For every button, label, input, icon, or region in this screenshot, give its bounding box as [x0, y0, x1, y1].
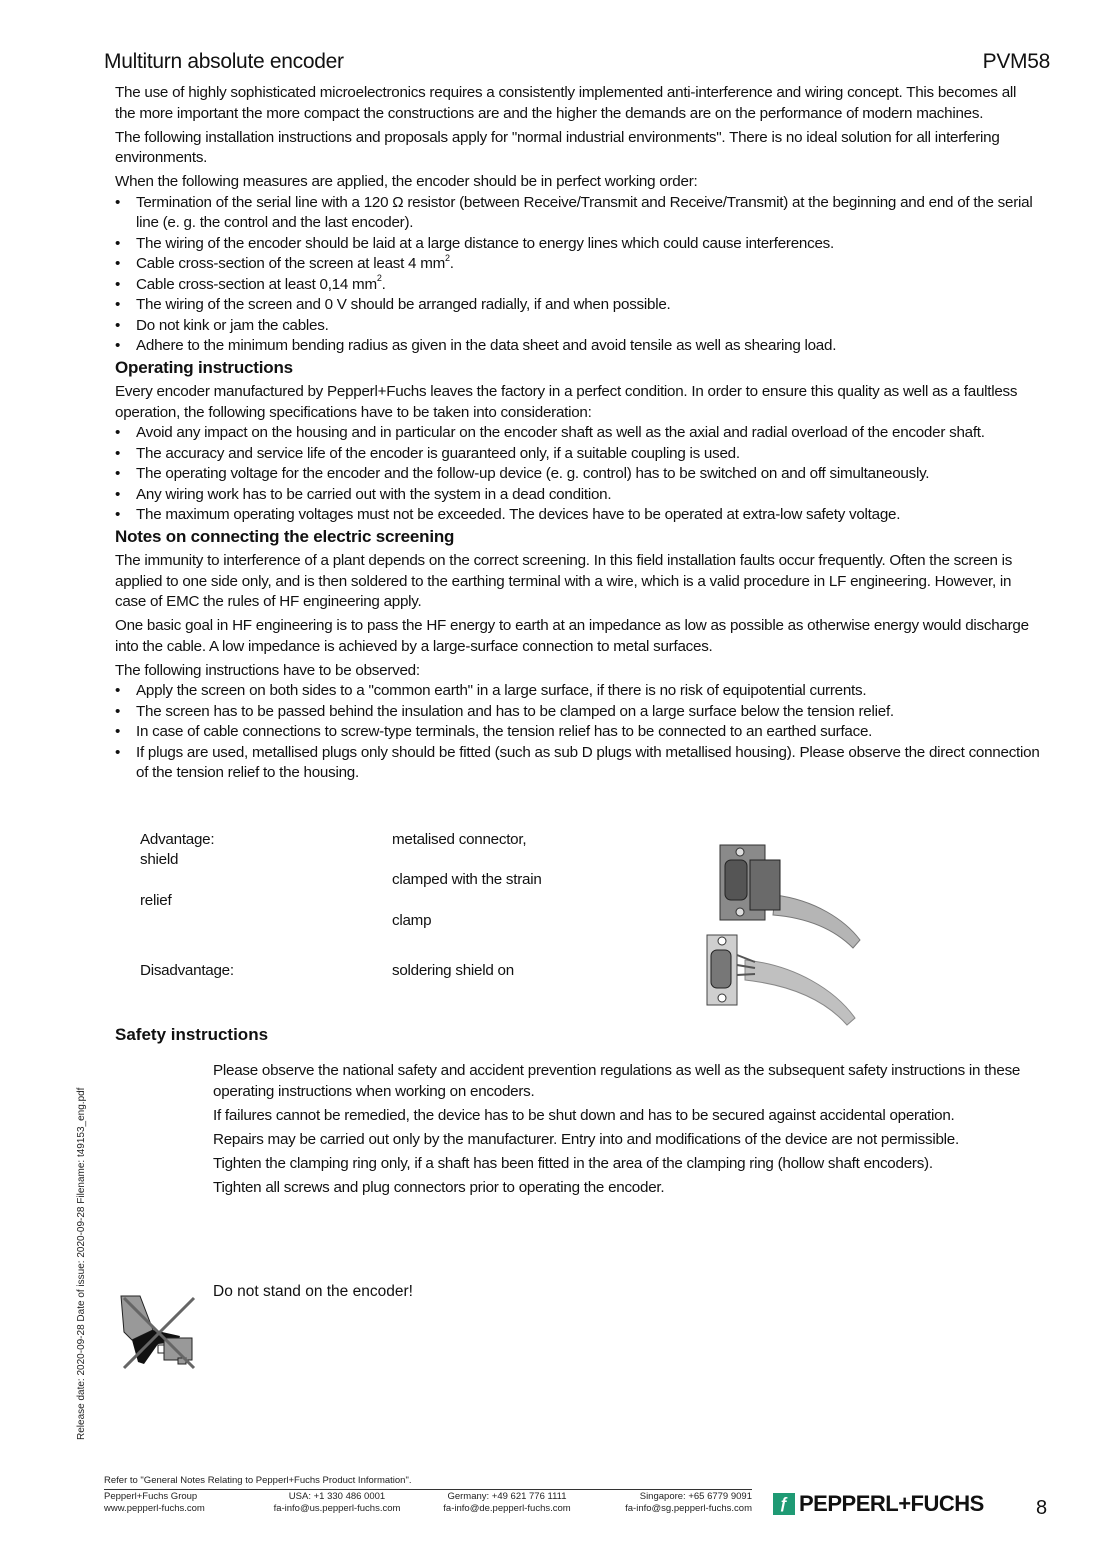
do-not-stand-warning-icon — [118, 1292, 198, 1372]
list-item-tail: . — [381, 275, 386, 293]
list-item: • The accuracy and service life of the encoder is guaranteed only, if a suitable coupling is used. — [115, 444, 1040, 465]
list-item — [115, 275, 1040, 296]
disadvantage-label: Disadvantage: — [140, 962, 234, 979]
list-item: • Avoid any impact on the housing and in particular on the encoder shaft as well as the axial and radial overload of the encoder shaft. — [115, 423, 1040, 444]
advantage-text-2: clamped with the strain — [392, 871, 542, 888]
list-item-text: Cable cross-section of the screen at least 4 mm — [136, 255, 446, 272]
section-heading-screening: Notes on connecting the electric screening — [115, 526, 455, 546]
list-item: • If plugs are used, metallised plugs only should be fitted (such as sub D plugs with metallised housing). Please observe the direct connection of the tension relief to the housing. — [115, 743, 1040, 784]
footer-website-link[interactable]: www.pepperl-fuchs.com — [104, 1503, 205, 1514]
measures-list — [115, 193, 1040, 357]
footer-singapore-email[interactable]: fa-info@sg.pepperl-fuchs.com — [625, 1503, 752, 1514]
screening-paragraph: The following instructions have to be observed: — [115, 661, 420, 679]
screening-list — [115, 681, 1040, 784]
warning-text: Do not stand on the encoder! — [213, 1283, 413, 1300]
footer-usa-phone: USA: +1 330 486 0001 — [288, 1491, 386, 1502]
footer-germany — [432, 1491, 582, 1515]
list-item — [115, 254, 1040, 275]
footer-singapore — [602, 1491, 752, 1515]
advantage-text-3: clamp — [392, 912, 432, 929]
intro-paragraph: The following installation instructions and proposals apply for "normal industrial environments". There is no ideal solution for all interfering environments. — [115, 128, 1000, 166]
footer-divider — [104, 1489, 752, 1490]
footer-usa — [262, 1491, 412, 1515]
safety-paragraph: Tighten the clamping ring only, if a shaft has been fitted in the area of the clamping ring (hollow shaft encoders). — [213, 1154, 933, 1172]
product-code: PVM58 — [982, 50, 1050, 73]
list-item: • Apply the screen on both sides to a "common earth" in a large surface, if there is no risk of equipotential currents. — [115, 681, 1040, 702]
intro-paragraph: The use of highly sophisticated microelectronics requires a consistently implemented anti-interference and wiring concept. This becomes all the more important the more compact the constructions are and the higher the demands are on the performance of modern machines. — [115, 84, 1017, 122]
safety-paragraph: If failures cannot be remedied, the device has to be shut down and has to be secured against accidental operation. — [213, 1106, 955, 1124]
list-item: • Any wiring work has to be carried out with the system in a dead condition. — [115, 485, 1040, 506]
list-item: • The wiring of the screen and 0 V should be arranged radially, if and when possible. — [115, 295, 1040, 316]
superscript: 2 — [376, 273, 382, 284]
list-item-text: Cable cross-section at least 0,14 mm — [136, 275, 377, 293]
operating-paragraph: Every encoder manufactured by Pepperl+Fuchs leaves the factory in a perfect condition. In order to ensure this quality as well as a faultless operation, the following specifications have to be taken into consideration: — [115, 383, 1018, 421]
section-heading-safety: Safety instructions — [115, 1025, 269, 1044]
footer-germany-phone: Germany: +49 621 776 1111 — [447, 1491, 567, 1502]
safety-instructions — [213, 1061, 1043, 1202]
connector-photo — [695, 840, 875, 1030]
footer-germany-email[interactable]: fa-info@de.pepperl-fuchs.com — [443, 1503, 571, 1514]
page-number: 8 — [1036, 1497, 1048, 1519]
footer-singapore-phone: Singapore: +65 6779 9091 — [639, 1491, 752, 1502]
list-item-tail: . — [449, 255, 454, 272]
list-item: • The maximum operating voltages must not be exceeded. The devices have to be operated at extra-low safety voltage. — [115, 505, 1040, 526]
intro-paragraph: When the following measures are applied, the encoder should be in perfect working order: — [115, 173, 698, 190]
list-item: • The screen has to be passed behind the insulation and has to be clamped on a large surface below the tension relief. — [115, 702, 1040, 723]
list-item: • Termination of the serial line with a 120 Ω resistor (between Receive/Transmit and Receive/Transmit) at the beginning and end of the serial line (e. g. the control and the last encoder). — [115, 193, 1040, 234]
safety-paragraph: Please observe the national safety and accident prevention regulations as well as the subsequent safety instructions in these operating instructions when working on encoders. — [213, 1062, 1021, 1100]
advantage-label: Advantage: — [140, 831, 215, 848]
logo-mark-icon: ƒ — [773, 1493, 795, 1515]
list-item: • In case of cable connections to screw-type terminals, the tension relief has to be connected to an earthed surface. — [115, 722, 1040, 743]
advantage-text-1: metalised connector, — [392, 831, 527, 848]
footer-reference: Refer to "General Notes Relating to Pepperl+Fuchs Product Information". — [104, 1475, 412, 1486]
company-logo — [773, 1491, 984, 1517]
list-item: • Do not kink or jam the cables. — [115, 316, 1040, 337]
footer-group — [104, 1491, 205, 1515]
metalised-connector-image — [720, 845, 860, 948]
footer-group-name: Pepperl+Fuchs Group — [104, 1491, 198, 1502]
operating-list — [115, 423, 1040, 526]
soldered-connector-image — [707, 935, 855, 1025]
section-heading-operating: Operating instructions — [115, 357, 293, 377]
footer-usa-email[interactable]: fa-info@us.pepperl-fuchs.com — [273, 1503, 401, 1514]
logo-text: PEPPERL+FUCHS — [799, 1491, 984, 1516]
superscript: 2 — [445, 252, 450, 263]
advantage-relief: relief — [140, 892, 172, 909]
document-title: Multiturn absolute encoder — [104, 50, 344, 73]
safety-paragraph: Tighten all screws and plug connectors prior to operating the encoder. — [213, 1178, 665, 1196]
release-info-vertical: Release date: 2020-09-28 Date of issue: 2020-09-28 Filename: t49153_eng.pdf — [76, 1087, 87, 1440]
disadvantage-text: soldering shield on — [392, 962, 514, 979]
safety-paragraph: Repairs may be carried out only by the manufacturer. Entry into and modifications of the device are not permissible. — [213, 1130, 959, 1148]
screening-paragraph: The immunity to interference of a plant depends on the correct screening. In this field installation faults occur frequently. Often the screen is applied to one side only, and is then soldered to the earthing terminal with a wire, which is a valid procedure in LF engineering. However, in case of EMC the rules of HF engineering apply. — [115, 552, 1013, 610]
screening-paragraph: One basic goal in HF engineering is to pass the HF energy to earth at an impedance as low as possible as otherwise energy would discharge into the cable. A low impedance is achieved by a large-surface connection to metal surfaces. — [115, 617, 1029, 655]
list-item: • Adhere to the minimum bending radius as given in the data sheet and avoid tensile as well as shearing load. — [115, 336, 1040, 357]
list-item: • The operating voltage for the encoder and the follow-up device (e. g. control) has to be switched on and off simultaneously. — [115, 464, 1040, 485]
list-item: • The wiring of the encoder should be laid at a large distance to energy lines which could cause interferences. — [115, 234, 1040, 255]
main-content — [115, 83, 1040, 784]
advantage-shield: shield — [140, 851, 179, 868]
